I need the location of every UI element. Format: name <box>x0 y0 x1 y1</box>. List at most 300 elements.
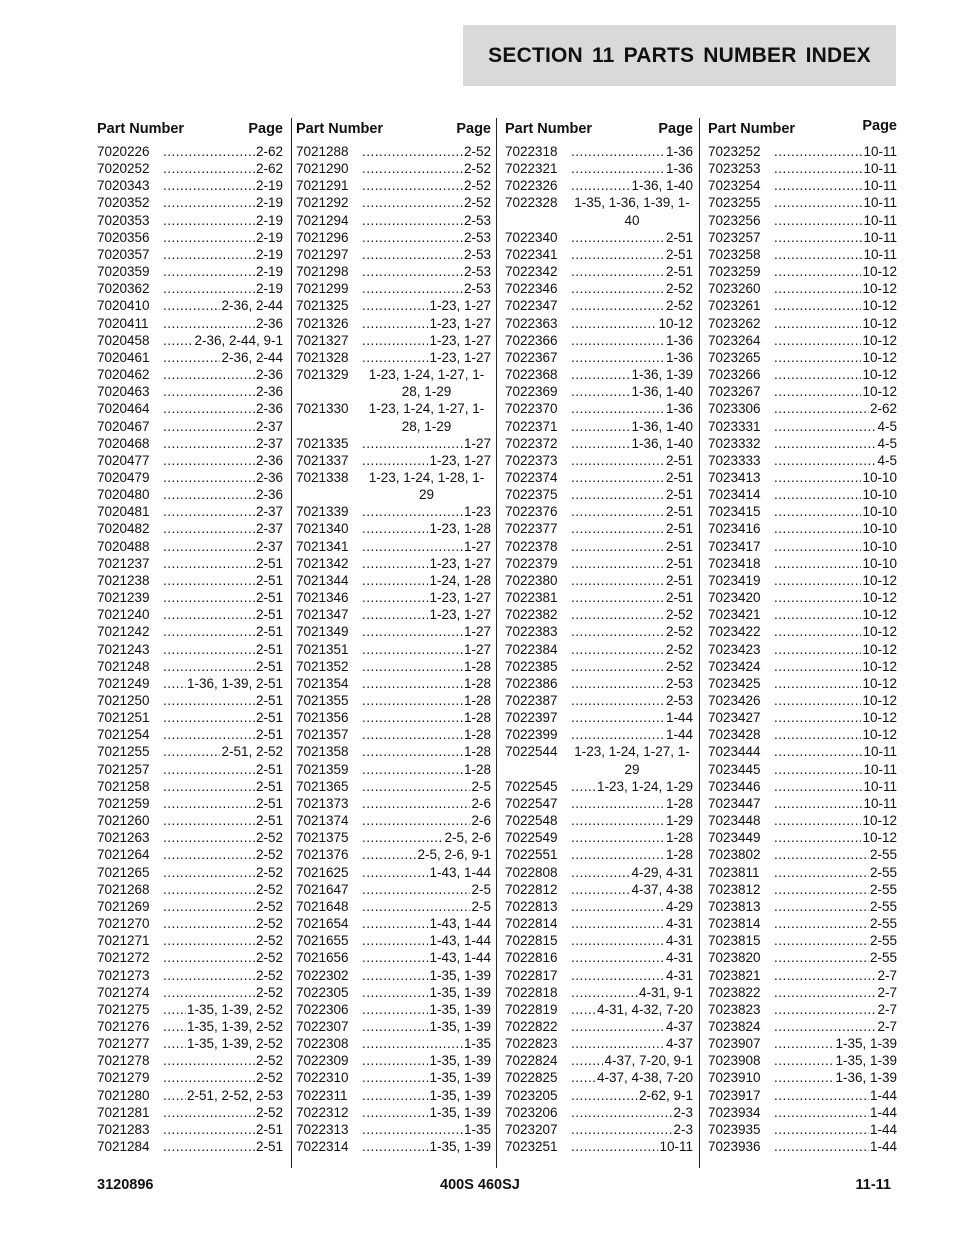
dot-leader <box>571 349 665 366</box>
page-reference <box>163 280 283 297</box>
dot-leader <box>163 675 186 692</box>
page-value: 2-51 <box>665 469 693 485</box>
dot-leader <box>571 297 665 314</box>
index-entry <box>708 555 897 572</box>
page-value: 1-35, 1-39 <box>429 1001 491 1017</box>
page-reference <box>774 177 897 194</box>
dot-leader <box>571 1138 658 1155</box>
page-reference <box>362 1087 491 1104</box>
page-reference <box>571 864 693 881</box>
page-value: 1-27 <box>463 624 491 640</box>
part-number: 7021339 <box>296 504 349 520</box>
page-reference <box>774 1138 897 1155</box>
page-value: 2-52 <box>463 144 491 159</box>
index-entry <box>97 932 283 949</box>
page-value: 2-6 <box>471 813 491 829</box>
page-reference <box>362 589 491 606</box>
index-entry <box>505 246 693 263</box>
index-entry <box>505 400 693 417</box>
dot-leader <box>163 726 255 743</box>
page-reference <box>571 846 693 863</box>
page-reference <box>571 315 693 332</box>
part-number: 7021647 <box>296 881 349 897</box>
part-number: 7021357 <box>296 727 349 743</box>
part-number: 7023417 <box>708 538 761 554</box>
dot-leader <box>362 297 428 314</box>
index-entry <box>296 864 491 881</box>
dot-leader <box>571 1087 638 1104</box>
index-entry <box>708 949 897 966</box>
page-reference <box>163 726 283 743</box>
page-value: 2-52 <box>255 1070 283 1086</box>
page-reference <box>163 366 283 383</box>
page-value: 1-23, 1-27 <box>429 607 491 623</box>
part-number: 7020480 <box>97 487 150 503</box>
part-number: 7021271 <box>97 933 150 949</box>
page-value: 10-12 <box>862 315 897 331</box>
index-entry <box>97 606 283 623</box>
index-entry <box>296 1104 491 1121</box>
index-entry <box>505 520 693 537</box>
dot-leader <box>362 229 463 246</box>
part-number: 7021284 <box>97 1139 150 1155</box>
dot-leader <box>163 418 255 435</box>
page-reference <box>571 915 693 932</box>
page-value: 2-19 <box>255 229 283 245</box>
dot-leader <box>571 589 665 606</box>
page-reference <box>362 692 491 709</box>
dot-leader <box>571 400 665 417</box>
dot-leader <box>362 212 463 229</box>
part-number: 7023419 <box>708 572 761 588</box>
page-value: 2-52 <box>255 933 283 949</box>
page-reference <box>774 486 897 503</box>
page-reference <box>362 315 491 332</box>
dot-leader <box>163 795 255 812</box>
part-number: 7022383 <box>505 624 558 640</box>
dot-leader <box>571 1104 672 1121</box>
dot-leader <box>362 967 428 984</box>
dot-leader <box>163 400 255 417</box>
page-value: 1-23, 1-27 <box>429 349 491 365</box>
index-entry <box>97 1069 283 1086</box>
page-reference <box>774 864 897 881</box>
page-value: 4-5 <box>877 435 897 451</box>
page-value: 2-5 <box>471 778 491 794</box>
page-value: 1-28 <box>665 830 693 846</box>
index-entry <box>97 538 283 555</box>
index-entry <box>505 641 693 658</box>
dot-leader <box>774 263 861 280</box>
page-value: 1-35, 1-39 <box>429 1070 491 1086</box>
dot-leader <box>362 1121 463 1138</box>
index-entry <box>505 366 693 383</box>
index-entry <box>708 795 897 812</box>
part-number: 7023264 <box>708 332 761 348</box>
part-number: 7021338 <box>296 469 349 485</box>
page-value: 10-12 <box>862 675 897 691</box>
dot-leader <box>774 915 869 932</box>
page-reference <box>362 1035 491 1052</box>
index-column-1 <box>97 118 291 1168</box>
part-number: 7023254 <box>708 178 761 194</box>
dot-leader <box>362 932 428 949</box>
index-entry <box>296 606 491 623</box>
page-reference <box>774 469 897 486</box>
index-entry <box>505 1052 693 1069</box>
dot-leader <box>774 418 876 435</box>
page-value: 10-12 <box>862 572 897 588</box>
part-number: 7022374 <box>505 469 558 485</box>
dot-leader <box>774 1069 834 1086</box>
part-number: 7021263 <box>97 830 150 846</box>
page-value: 4-5 <box>877 418 897 434</box>
dot-leader <box>163 1001 186 1018</box>
page-reference <box>163 1018 283 1035</box>
dot-leader <box>571 143 665 160</box>
index-entry <box>708 143 897 160</box>
page-value: 10-11 <box>863 144 897 159</box>
page-reference <box>362 846 491 863</box>
page-reference <box>362 641 491 658</box>
page-reference <box>163 160 283 177</box>
page-reference <box>571 332 693 349</box>
page-reference <box>774 212 897 229</box>
index-entry <box>505 297 693 314</box>
page-reference <box>774 778 897 795</box>
index-entry <box>97 383 283 400</box>
page-value: 10-12 <box>862 298 897 314</box>
part-number: 7020357 <box>97 246 150 262</box>
page-reference <box>571 538 693 555</box>
part-number: 7021273 <box>97 967 150 983</box>
index-entry <box>296 932 491 949</box>
page-value: 1-36, 1-39, 2-51 <box>186 675 283 691</box>
dot-leader <box>362 160 463 177</box>
index-entry <box>97 246 283 263</box>
index-entry <box>708 846 897 863</box>
dot-leader <box>571 538 665 555</box>
page-value: 1-35, 1-39, 2-52 <box>186 1018 283 1034</box>
part-number: 7021347 <box>296 607 349 623</box>
index-entry <box>296 709 491 726</box>
part-number: 7023205 <box>505 1087 558 1103</box>
dot-leader <box>571 898 665 915</box>
index-entry <box>97 160 283 177</box>
index-entry <box>708 572 897 589</box>
page-value: 1-44 <box>665 727 693 743</box>
index-entry <box>97 400 283 417</box>
part-number: 7021258 <box>97 778 150 794</box>
page-value: 2-51 <box>665 590 693 606</box>
dot-leader <box>774 452 876 469</box>
page-reference <box>163 675 283 692</box>
page-reference <box>774 1069 897 1086</box>
dot-leader <box>774 280 861 297</box>
page-value: 2-3 <box>673 1121 693 1137</box>
page-value: 10-12 <box>862 727 897 743</box>
page-reference <box>571 1121 693 1138</box>
page-value: 2-36 <box>255 384 283 400</box>
part-number: 7023252 <box>708 144 761 159</box>
index-entry <box>296 538 491 555</box>
header-page: Page <box>658 121 693 137</box>
index-entry <box>505 675 693 692</box>
part-number: 7022549 <box>505 830 558 846</box>
dot-leader <box>362 520 428 537</box>
page-value: 1-27 <box>463 641 491 657</box>
part-number: 7023418 <box>708 555 761 571</box>
page-value: 2-3 <box>673 1104 693 1120</box>
page-value: 2-55 <box>869 898 897 914</box>
page-value: 2-53 <box>463 246 491 262</box>
page-value: 2-53 <box>463 212 491 228</box>
index-entry <box>505 1087 693 1104</box>
part-number: 7022380 <box>505 572 558 588</box>
page-value: 2-37 <box>255 435 283 451</box>
page-reference <box>774 967 897 984</box>
part-number: 7021279 <box>97 1070 150 1086</box>
index-entry <box>97 1121 283 1138</box>
part-number: 7021352 <box>296 658 349 674</box>
index-entry <box>97 366 283 383</box>
page-reference <box>163 177 283 194</box>
index-entry <box>97 829 283 846</box>
dot-leader <box>362 452 428 469</box>
page-value: 10-10 <box>862 487 897 503</box>
part-number: 7021250 <box>97 693 150 708</box>
page-value: 10-10 <box>862 538 897 554</box>
header-part-number: Part Number <box>97 121 185 137</box>
index-entry <box>296 280 491 297</box>
part-number: 7021283 <box>97 1121 150 1137</box>
index-entry <box>505 452 693 469</box>
page-reference <box>163 503 283 520</box>
page-reference <box>163 658 283 675</box>
part-number: 7020481 <box>97 504 150 520</box>
dot-leader <box>774 692 861 709</box>
page-reference <box>362 932 491 949</box>
index-entry <box>296 984 491 1001</box>
page-reference <box>774 829 897 846</box>
page-reference <box>571 709 693 726</box>
page-value: 1-36 <box>665 161 693 177</box>
index-entry <box>708 812 897 829</box>
index-entry <box>708 1018 897 1035</box>
index-entry <box>296 315 491 332</box>
page-reference <box>163 1069 283 1086</box>
page-value: 2-52 <box>463 195 491 211</box>
page-reference <box>774 726 897 743</box>
part-number: 7023823 <box>708 1001 761 1017</box>
page-value: 2-51 <box>255 607 283 623</box>
part-number: 7023256 <box>708 212 761 228</box>
dot-leader <box>774 743 862 760</box>
dot-leader <box>774 555 861 572</box>
page-value: 10-12 <box>862 607 897 623</box>
page-reference <box>571 555 693 572</box>
index-entry <box>296 795 491 812</box>
page-reference <box>571 229 693 246</box>
part-number: 7022378 <box>505 538 558 554</box>
index-entry <box>708 212 897 229</box>
page-reference <box>774 555 897 572</box>
dot-leader <box>774 761 862 778</box>
index-entry <box>708 503 897 520</box>
index-entry <box>505 795 693 812</box>
index-entry <box>708 641 897 658</box>
page-reference <box>774 383 897 400</box>
page-value: 1-36 <box>665 401 693 417</box>
dot-leader <box>362 503 463 520</box>
index-entry <box>97 641 283 658</box>
index-column-4 <box>699 118 897 1168</box>
index-entry <box>708 829 897 846</box>
page-reference <box>362 1069 491 1086</box>
page-reference <box>571 280 693 297</box>
page-value: 1-28 <box>463 710 491 726</box>
page-value: 10-11 <box>863 229 897 245</box>
page-reference <box>362 194 491 211</box>
page-reference <box>571 778 693 795</box>
part-number: 7023824 <box>708 1018 761 1034</box>
index-entry <box>97 795 283 812</box>
part-number: 7022314 <box>296 1139 349 1155</box>
dot-leader <box>571 692 665 709</box>
dot-leader <box>163 349 220 366</box>
page-reference <box>774 641 897 658</box>
index-entry <box>505 658 693 675</box>
part-number: 7021277 <box>97 1036 150 1052</box>
dot-leader <box>362 555 428 572</box>
page-value: 10-12 <box>862 332 897 348</box>
index-entry <box>97 418 283 435</box>
dot-leader <box>774 949 869 966</box>
page-value: 1-28 <box>463 675 491 691</box>
page-reference <box>774 709 897 726</box>
page-value: 10-11 <box>863 195 897 211</box>
page-value: 10-12 <box>862 264 897 280</box>
page-value: 10-12 <box>658 315 693 331</box>
part-number: 7021330 <box>296 401 349 417</box>
dot-leader <box>571 520 665 537</box>
dot-leader <box>774 1018 876 1035</box>
page-value: 2-52 <box>255 967 283 983</box>
index-entry <box>296 332 491 349</box>
page-reference <box>774 229 897 246</box>
dot-leader <box>163 1069 255 1086</box>
dot-leader <box>774 315 861 332</box>
page-reference <box>774 297 897 314</box>
page-value: 1-35, 1-39, 2-52 <box>186 1001 283 1017</box>
page-value: 2-36, 2-44 <box>221 349 283 365</box>
page-reference <box>774 692 897 709</box>
page-reference <box>362 761 491 778</box>
part-number: 7023935 <box>708 1121 761 1137</box>
page-reference: 1-23, 1-24, 1-27, 1-28, 1-29 <box>368 401 485 434</box>
page-value: 10-11 <box>659 1139 693 1155</box>
page-value: 2-51 <box>255 590 283 606</box>
index-entry <box>708 984 897 1001</box>
dot-leader <box>774 726 861 743</box>
part-number: 7021281 <box>97 1104 150 1120</box>
dot-leader <box>774 967 876 984</box>
part-number: 7023413 <box>708 469 761 485</box>
page-value: 4-29 <box>665 898 693 914</box>
dot-leader <box>571 984 638 1001</box>
dot-leader <box>774 229 862 246</box>
dot-leader <box>163 949 255 966</box>
dot-leader <box>362 709 463 726</box>
index-entry <box>296 623 491 640</box>
page-reference <box>571 898 693 915</box>
page-reference <box>362 143 491 160</box>
page-reference <box>362 246 491 263</box>
index-entry <box>296 846 491 863</box>
page-value: 2-36 <box>255 401 283 417</box>
dot-leader <box>163 932 255 949</box>
dot-leader <box>362 194 463 211</box>
part-number: 7023821 <box>708 967 761 983</box>
index-entry <box>97 846 283 863</box>
page-reference <box>362 263 491 280</box>
part-number: 7021242 <box>97 624 150 640</box>
dot-leader <box>362 263 463 280</box>
part-number: 7021237 <box>97 555 150 571</box>
dot-leader <box>163 709 255 726</box>
dot-leader <box>774 486 861 503</box>
part-number: 7021329 <box>296 367 349 383</box>
page-reference <box>362 177 491 194</box>
page-value: 10-11 <box>863 778 897 794</box>
part-number: 7021248 <box>97 658 150 674</box>
page-reference <box>571 177 693 194</box>
page-value: 1-36 <box>665 349 693 365</box>
dot-leader <box>774 400 869 417</box>
page-reference <box>163 692 283 709</box>
index-entry <box>708 520 897 537</box>
dot-leader <box>774 829 861 846</box>
page-reference <box>571 572 693 589</box>
index-entry <box>708 658 897 675</box>
dot-leader <box>571 332 665 349</box>
dot-leader <box>163 589 255 606</box>
dot-leader <box>163 1052 255 1069</box>
page-value: 4-37, 4-38 <box>631 881 693 897</box>
dot-leader <box>163 864 255 881</box>
page-reference: 1-23, 1-24, 1-28, 1-29 <box>368 469 485 503</box>
part-number: 7021655 <box>296 933 349 949</box>
page-reference <box>571 726 693 743</box>
page-reference <box>571 469 693 486</box>
page-value: 2-52 <box>255 1104 283 1120</box>
part-number: 7021358 <box>296 744 349 760</box>
page-reference <box>362 212 491 229</box>
dot-leader <box>571 1035 665 1052</box>
page-value: 2-52 <box>463 178 491 194</box>
page-value: 1-28 <box>463 658 491 674</box>
index-entry <box>505 949 693 966</box>
index-entry <box>505 1001 693 1018</box>
index-entry <box>708 452 897 469</box>
page-value: 2-36 <box>255 487 283 503</box>
dot-leader <box>362 572 428 589</box>
page-value: 1-35 <box>463 1036 491 1052</box>
page-value: 2-51 <box>665 229 693 245</box>
part-number: 7022318 <box>505 144 558 159</box>
index-entry <box>97 675 283 692</box>
index-entry <box>97 194 283 211</box>
